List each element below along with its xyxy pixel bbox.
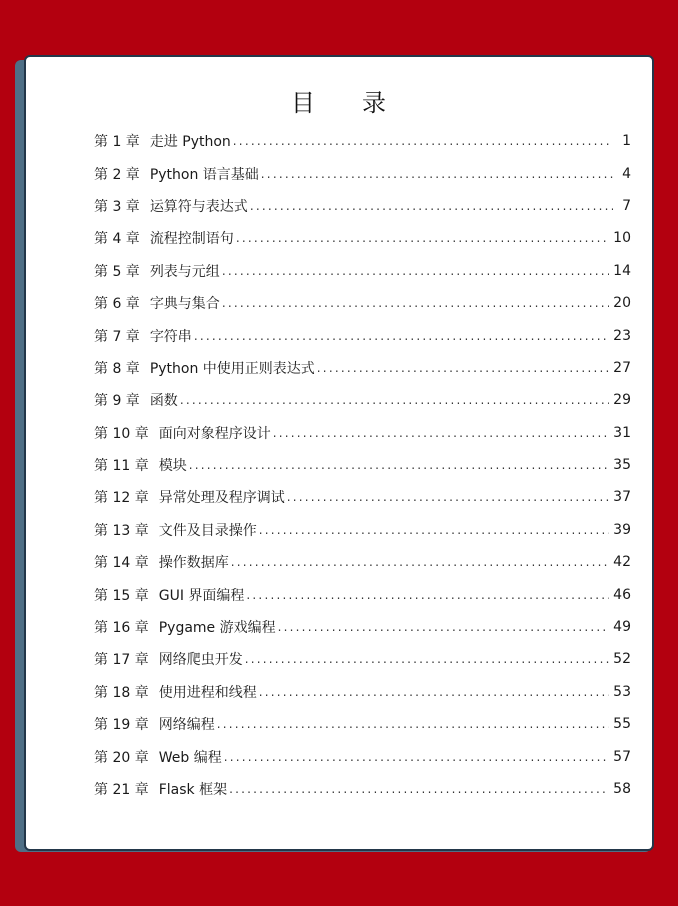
toc-entry[interactable] bbox=[94, 190, 631, 222]
title-char-1: 目 bbox=[291, 89, 316, 117]
chapter-title: Flask 框架 bbox=[158, 782, 228, 798]
toc-entry[interactable] bbox=[94, 578, 631, 610]
dot-leader bbox=[273, 426, 609, 440]
toc-entry[interactable] bbox=[94, 449, 631, 481]
page-number: 55 bbox=[613, 716, 631, 733]
chapter-number: 第 13 章 bbox=[94, 522, 149, 539]
toc-page bbox=[24, 55, 654, 851]
chapter-title: 字典与集合 bbox=[149, 296, 220, 313]
chapter-title: 操作数据库 bbox=[158, 555, 229, 572]
chapter-title: 模块 bbox=[158, 458, 187, 475]
chapter-number: 第 3 章 bbox=[94, 198, 140, 215]
page-number: 37 bbox=[613, 489, 631, 506]
dot-leader bbox=[217, 717, 609, 731]
page-number: 52 bbox=[613, 651, 631, 668]
table-of-contents bbox=[94, 125, 631, 805]
dot-leader bbox=[246, 588, 609, 602]
chapter-number: 第 18 章 bbox=[94, 684, 149, 701]
toc-entry[interactable] bbox=[94, 255, 631, 287]
dot-leader bbox=[261, 167, 613, 181]
dot-leader bbox=[236, 231, 609, 245]
chapter-title: 流程控制语句 bbox=[149, 231, 234, 248]
page-number: 7 bbox=[622, 197, 631, 214]
page-number: 53 bbox=[613, 683, 631, 700]
dot-leader bbox=[233, 134, 613, 148]
page-number: 42 bbox=[613, 554, 631, 571]
page-number: 4 bbox=[622, 165, 631, 182]
toc-entry[interactable] bbox=[94, 417, 631, 449]
page-number: 14 bbox=[613, 262, 631, 279]
toc-entry[interactable] bbox=[94, 157, 631, 189]
chapter-number: 第 12 章 bbox=[94, 490, 149, 507]
toc-entry[interactable] bbox=[94, 514, 631, 546]
dot-leader bbox=[229, 782, 609, 796]
page-number: 49 bbox=[613, 619, 631, 636]
page-number: 20 bbox=[613, 295, 631, 312]
toc-entry[interactable] bbox=[94, 352, 631, 384]
chapter-title: 使用进程和线程 bbox=[158, 684, 257, 701]
toc-entry[interactable] bbox=[94, 611, 631, 643]
dot-leader bbox=[278, 620, 610, 634]
chapter-number: 第 10 章 bbox=[94, 425, 149, 442]
chapter-title: 异常处理及程序调试 bbox=[158, 490, 285, 507]
dot-leader bbox=[194, 329, 609, 343]
toc-entry[interactable] bbox=[94, 384, 631, 416]
toc-entry[interactable] bbox=[94, 740, 631, 772]
dot-leader bbox=[189, 458, 609, 472]
chapter-number: 第 21 章 bbox=[94, 782, 149, 798]
chapter-number: 第 19 章 bbox=[94, 717, 149, 734]
chapter-title: Pygame 游戏编程 bbox=[158, 620, 276, 637]
page-title bbox=[26, 83, 652, 118]
chapter-title: GUI 界面编程 bbox=[158, 587, 245, 604]
chapter-number: 第 6 章 bbox=[94, 296, 140, 313]
chapter-title: 网络爬虫开发 bbox=[158, 652, 243, 669]
title-char-2: 录 bbox=[362, 89, 387, 117]
chapter-title: 函数 bbox=[149, 393, 178, 410]
page-number: 23 bbox=[613, 327, 631, 344]
chapter-title: 运算符与表达式 bbox=[149, 198, 248, 215]
dot-leader bbox=[259, 523, 609, 537]
chapter-number: 第 14 章 bbox=[94, 555, 149, 572]
chapter-title: 网络编程 bbox=[158, 717, 215, 734]
toc-entry[interactable] bbox=[94, 287, 631, 319]
dot-leader bbox=[250, 199, 613, 213]
toc-entry[interactable] bbox=[94, 125, 631, 157]
chapter-title: 字符串 bbox=[149, 328, 192, 345]
chapter-number: 第 8 章 bbox=[94, 360, 140, 377]
dot-leader bbox=[287, 490, 609, 504]
dot-leader bbox=[317, 361, 609, 375]
chapter-number: 第 4 章 bbox=[94, 231, 140, 248]
chapter-number: 第 9 章 bbox=[94, 393, 140, 410]
dot-leader bbox=[222, 296, 609, 310]
chapter-number: 第 20 章 bbox=[94, 749, 149, 766]
page-number: 58 bbox=[613, 781, 631, 797]
dot-leader bbox=[222, 264, 609, 278]
toc-entry[interactable] bbox=[94, 222, 631, 254]
page-number: 10 bbox=[613, 230, 631, 247]
chapter-title: Web 编程 bbox=[158, 749, 222, 766]
page-number: 31 bbox=[613, 424, 631, 441]
toc-entry[interactable] bbox=[94, 481, 631, 513]
toc-entry[interactable] bbox=[94, 676, 631, 708]
chapter-title: Python 语言基础 bbox=[149, 166, 259, 183]
dot-leader bbox=[259, 685, 609, 699]
toc-entry[interactable] bbox=[94, 708, 631, 740]
chapter-number: 第 15 章 bbox=[94, 587, 149, 604]
chapter-title: 走进 Python bbox=[149, 134, 231, 151]
page-number: 27 bbox=[613, 359, 631, 376]
chapter-number: 第 11 章 bbox=[94, 458, 149, 475]
chapter-number: 第 1 章 bbox=[94, 134, 140, 151]
chapter-title: 列表与元组 bbox=[149, 263, 220, 280]
page-number: 35 bbox=[613, 457, 631, 474]
dot-leader bbox=[245, 652, 609, 666]
page-number: 46 bbox=[613, 586, 631, 603]
chapter-number: 第 17 章 bbox=[94, 652, 149, 669]
chapter-number: 第 2 章 bbox=[94, 166, 140, 183]
chapter-title: 面向对象程序设计 bbox=[158, 425, 271, 442]
dot-leader bbox=[231, 555, 609, 569]
toc-entry[interactable] bbox=[94, 546, 631, 578]
toc-entry[interactable] bbox=[94, 319, 631, 351]
page-number: 39 bbox=[613, 521, 631, 538]
dot-leader bbox=[180, 393, 609, 407]
page-number: 57 bbox=[613, 748, 631, 765]
chapter-title: 文件及目录操作 bbox=[158, 522, 257, 539]
dot-leader bbox=[224, 750, 609, 764]
chapter-number: 第 7 章 bbox=[94, 328, 140, 345]
page-number: 1 bbox=[622, 133, 631, 150]
toc-entry[interactable] bbox=[94, 643, 631, 675]
chapter-number: 第 5 章 bbox=[94, 263, 140, 280]
toc-entry[interactable] bbox=[94, 773, 631, 805]
chapter-title: Python 中使用正则表达式 bbox=[149, 360, 315, 377]
chapter-number: 第 16 章 bbox=[94, 620, 149, 637]
page-number: 29 bbox=[613, 392, 631, 409]
